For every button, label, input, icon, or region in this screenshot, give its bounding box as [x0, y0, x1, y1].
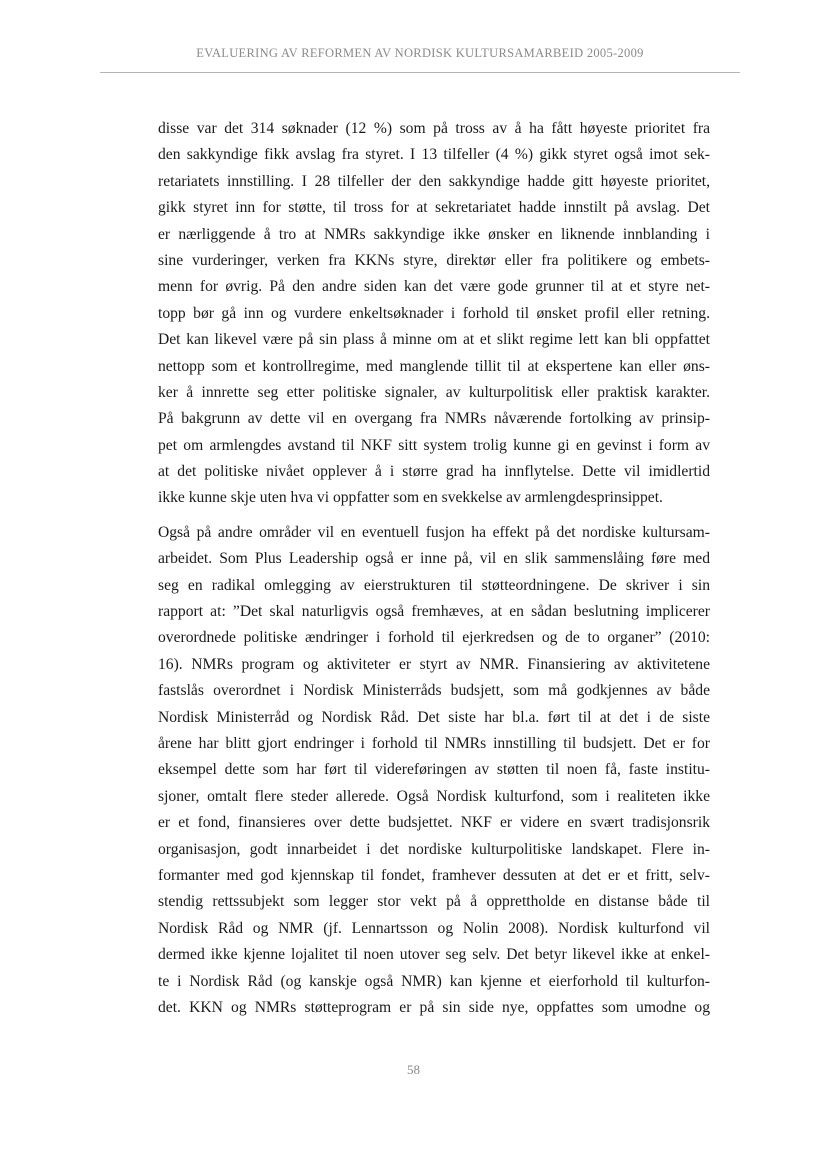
text-line: det. KKN og NMRs støtteprogram er på sin side nye, oppfattes som umodne og [158, 998, 710, 1016]
text-line: overordnede politiske ændringer i forhold til ejerkredsen og de to organer” (2010: [158, 629, 710, 647]
text-line: dermed ikke kjenne lojalitet til noen utover seg selv. Det betyr likevel ikke at enkel- [158, 946, 710, 964]
text-line: rapport at: ”Det skal naturligvis også fremhæves, at en sådan beslutning implicerer [158, 603, 710, 621]
text-line: Også på andre områder vil en eventuell fusjon ha effekt på det nordiske kultursam- [158, 523, 710, 541]
text-line: årene har blitt gjort endringer i forhold til NMRs innstilling til budsjett. Det er for [158, 734, 710, 752]
text-line: ker å innrette seg etter politiske signaler, av kulturpolitisk eller praktisk karakter. [158, 383, 710, 401]
text-line: Nordisk Ministerråd og Nordisk Råd. Det siste har bl.a. ført til at det i de siste [158, 708, 710, 726]
body-text [158, 116, 710, 1021]
text-line: pet om armlengdes avstand til NKF sitt system trolig kunne gi en gevinst i form av [158, 436, 710, 454]
text-line: Det kan likevel være på sin plass å minne om at et slikt regime lett kan bli oppfattet [158, 331, 710, 349]
text-line: er nærliggende å tro at NMRs sakkyndige ikke ønsker en liknende innblanding i [158, 225, 710, 243]
text-line: topp bør gå inn og vurdere enkeltsøknader i forhold til ønsket profil eller retning. [158, 304, 710, 322]
text-line: sjoner, omtalt flere steder allerede. Også Nordisk kulturfond, som i realiteten ikke [158, 787, 710, 805]
paragraph [158, 520, 710, 1021]
paragraph [158, 116, 710, 512]
text-line: seg en radikal omlegging av eierstrukturen til støtteordningene. De skriver i sin [158, 576, 710, 594]
text-line: ikke kunne skje uten hva vi oppfatter som en svekkelse av armlengdesprinsippet. [158, 489, 663, 507]
text-line: er et fond, finansieres over dette budsjettet. NKF er videre en svært tradisjonsrik [158, 814, 710, 832]
text-line: stendig rettssubjekt som legger stor vekt på å opprettholde en distanse både til [158, 893, 710, 911]
text-line: at det politiske nivået opplever å i større grad ha innflytelse. Dette vil imidlertid [158, 463, 710, 481]
running-header: EVALUERING AV REFORMEN AV NORDISK KULTURSAMARBEID 2005-2009 [196, 46, 644, 60]
page-number: 58 [407, 1062, 420, 1077]
text-line: disse var det 314 søknader (12 %) som på tross av å ha fått høyeste prioritet fra [158, 120, 710, 137]
text-line: retariatets innstilling. I 28 tilfeller der den sakkyndige hadde gitt høyeste prioritet, [158, 172, 710, 190]
text-line: den sakkyndige fikk avslag fra styret. I 13 tilfeller (4 %) gikk styret også imot sek- [158, 146, 710, 164]
text-line: gikk styret inn for støtte, til tross for at sekretariatet hadde innstilt på avslag. Det [158, 199, 710, 217]
text-line: te i Nordisk Råd (og kanskje også NMR) kan kjenne et eierforhold til kulturfon- [158, 972, 710, 990]
text-line: formanter med god kjennskap til fondet, framhever dessuten at det er et fritt, selv- [158, 866, 710, 884]
text-line: eksempel dette som har ført til videreføringen av støtten til noen få, faste institu- [158, 761, 710, 779]
text-line: 16). NMRs program og aktiviteter er styrt av NMR. Finansiering av aktivitetene [158, 655, 710, 673]
text-line: Nordisk Råd og NMR (jf. Lennartsson og Nolin 2008). Nordisk kulturfond vil [158, 919, 710, 937]
text-line: sine vurderinger, verken fra KKNs styre, direktør eller fra politikere og embets- [158, 251, 710, 269]
text-line: nettopp som et kontrollregime, med manglende tillit til at ekspertene kan eller øns- [158, 357, 710, 375]
text-line: På bakgrunn av dette vil en overgang fra NMRs nåværende fortolking av prinsip- [158, 410, 710, 428]
text-line: menn for øvrig. På den andre siden kan det være gode grunner til at et styre net- [158, 278, 710, 296]
text-line: organisasjon, godt innarbeidet i det nordiske kulturpolitiske landskapet. Flere in- [158, 840, 710, 858]
header-divider [100, 72, 740, 73]
text-line: fastslås overordnet i Nordisk Ministerråds budsjett, som må godkjennes av både [158, 682, 710, 700]
paragraph-gap [158, 512, 710, 520]
text-line: arbeidet. Som Plus Leadership også er inne på, vil en slik sammenslåing føre med [158, 550, 710, 568]
